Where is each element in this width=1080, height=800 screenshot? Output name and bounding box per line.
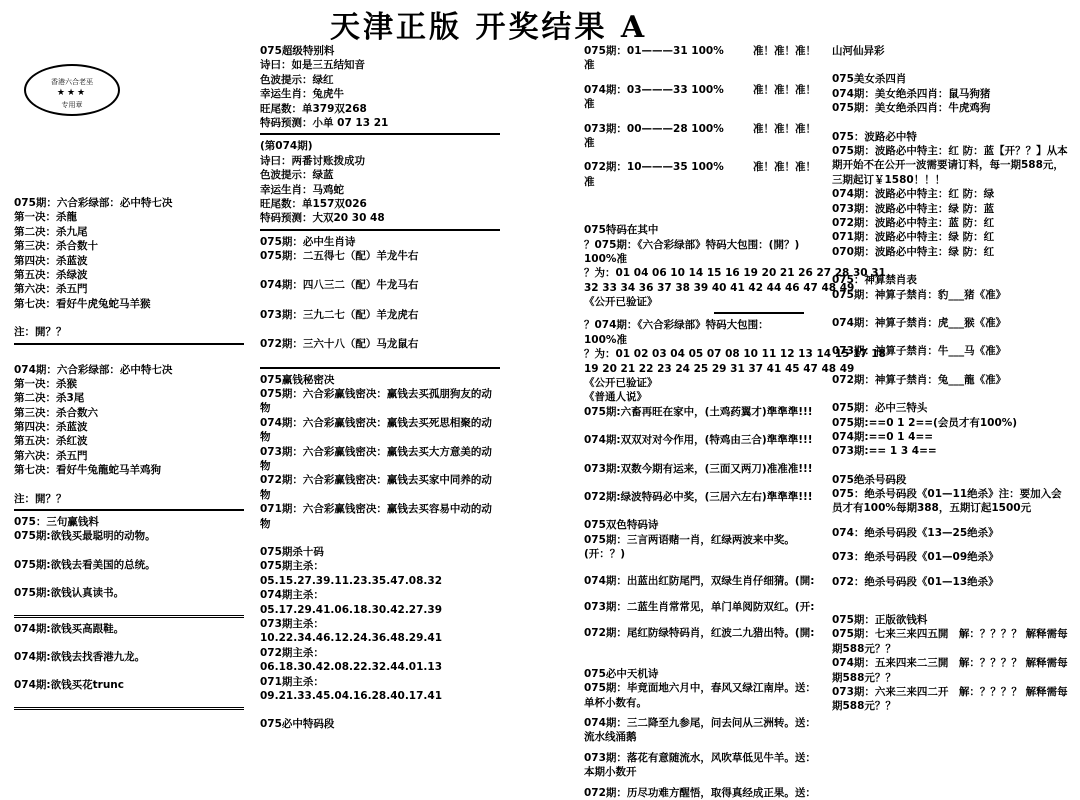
col3-pack-line: 《公开已验证》 xyxy=(584,296,658,309)
col3-color-line: 075期：三言两语赌一肖，红绿两波来中奖。(开：？) xyxy=(584,533,795,561)
col3-pack-line: 32 33 34 36 37 38 39 40 41 42 44 46 47 48 49 xyxy=(584,281,855,294)
range-tail: 准 xyxy=(584,59,595,72)
col1-rule-line: 第六决：杀五門 xyxy=(14,283,88,296)
col4-beauty-line: 074期：美女绝杀四肖：鼠马狗猪 xyxy=(832,87,991,100)
col3-pack-line: ？为：01 04 06 10 14 15 16 19 20 21 26 27 28 30 31 xyxy=(584,267,886,280)
range-tail: 准 xyxy=(584,98,595,111)
col1-rule-line: 第三决：杀合数六 xyxy=(14,406,98,419)
note-line: 注：開？？ xyxy=(14,326,67,339)
accuracy-marker: 准！准！准！ xyxy=(753,161,816,174)
col2-zodiac-line: 073期：三九二七（配）羊龙虎右 xyxy=(260,308,419,321)
col4-wave-line: 075期：波路必中特主：红 防：蓝【开？？】从本期开始不在公开一波需要请订料，每一期588元，三期起订￥1580！！！ xyxy=(832,144,1068,186)
col2-info-line: 幸运生肖：马鸡蛇 xyxy=(260,183,344,196)
col3-saying-line: 074期:双双对对今作用，(特鸡由三合)準準準!!! xyxy=(584,434,813,447)
seal-bottom-text: 专用章 xyxy=(61,101,83,109)
range-text: 072期：10———35 100% xyxy=(584,161,724,174)
col1-money-line: 075期:欲钱买最聪明的动物。 xyxy=(14,530,156,543)
col4-head-line: 073期:== 1 3 4== xyxy=(832,445,937,458)
col3-range-row xyxy=(584,160,816,174)
range-text: 075期：01———31 100% xyxy=(584,45,724,57)
col3-poem-line: 072期：历尽功难方醒悟，取得真经成正果。送： xyxy=(584,786,816,799)
col4-head-line: 074期:==0 1 4== xyxy=(832,430,934,443)
section-heading: 075必中特码段 xyxy=(260,718,335,731)
col1-rule-line: 第四决：杀蓝波 xyxy=(14,421,88,434)
section-heading: 075期：必中三特头 xyxy=(832,402,928,415)
col3-color-line: 074期：出蓝出红防尾門，双绿生肖仔细猜。(開: xyxy=(584,574,815,587)
col3-pack-line: ？074期：《六合彩绿部》特码大包围： xyxy=(584,319,769,332)
col2-zodiac-line: 075期：二五得七（配）羊龙牛右 xyxy=(260,250,419,263)
section-heading: 075赢钱秘密决 xyxy=(260,373,335,386)
section-heading: 075绝杀号码段 xyxy=(832,473,907,486)
col4-wave-line: 074期：波路必中特主：红 防：绿 xyxy=(832,188,995,201)
col2-info-line: 幸运生肖：兔虎牛 xyxy=(260,88,344,101)
col1-rule-line: 第五决：杀红波 xyxy=(14,435,88,448)
range-text: 074期：03———33 100% xyxy=(584,83,724,96)
col2-kill-line: 074期主杀：05.17.29.41.06.18.30.42.27.39 xyxy=(260,589,443,616)
col4-kill-range-line: 075：绝杀号码段《01—11绝杀》注：要加入会员才有100%每期388，五期订起1500元 xyxy=(832,488,1062,515)
col3-pack-line: 《公开已验证》 xyxy=(584,377,658,390)
col1-money-line: 074期:欲钱买高跟鞋。 xyxy=(14,622,125,635)
col3-pack-line: ？为：01 02 03 04 05 07 08 10 11 12 13 14 15 17 18 xyxy=(584,348,886,361)
col2-secret-line: 075期：六合彩赢钱密决：赢钱去买孤朋狗友的动物 xyxy=(260,388,492,415)
seal-stars: ★★★ xyxy=(56,88,88,98)
col2-info-line: 旺尾数：单157双026 xyxy=(260,197,367,210)
col2-kill-line: 073期主杀：10.22.34.46.12.24.36.48.29.41 xyxy=(260,618,443,645)
col1-rule-line: 第六决：杀五門 xyxy=(14,449,88,462)
col2-zodiac-line: 074期：四八三二（配）牛龙马右 xyxy=(260,279,419,292)
col3-saying-line: 073期:双数今期有运来，(三面又两刀)准准准!!! xyxy=(584,462,813,475)
col4-ban-line: 072期：神算子禁肖：兔___龍《准》 xyxy=(832,373,1007,386)
col4-money-line: 075期：七来三来四五開 解：？？？？ 解释需每期588元？？ xyxy=(832,628,1068,655)
section-heading: 075美女杀四肖 xyxy=(832,73,907,86)
col3-poem-line: 075期：毕竟面地六月中，春风又绿江南岸。送：单杯小数有。 xyxy=(584,682,816,709)
col4-ban-line: 075期：神算子禁肖：豹___猪《准》 xyxy=(832,288,1007,301)
note-line: 注：開？？ xyxy=(14,492,67,505)
col3-range-row xyxy=(584,122,816,136)
col1-rule-line: 075期：六合彩绿部：必中特七决 xyxy=(14,197,173,209)
col2-info-line: 旺尾数：单379双268 xyxy=(260,102,367,115)
col1-rule-line: 第三决：杀合数十 xyxy=(14,240,98,253)
col2-secret-line: 072期：六合彩赢钱密决：赢钱去买家中同养的动物 xyxy=(260,474,492,501)
col3-pack-line: ？075期：《六合彩绿部》特码大包围：(開？) xyxy=(584,238,800,251)
col1-money-line: 075期:欲钱认真读书。 xyxy=(14,587,125,600)
column-1 xyxy=(14,44,244,756)
col1-money-line: 075期:欲钱去看美国的总统。 xyxy=(14,558,156,571)
col3-range-row xyxy=(584,44,816,58)
col3-saying-line: 075期:六畜再旺在家中，(土鸡药翼才)準準準!!! xyxy=(584,405,813,418)
col4-money-line: 074期：五来四来二三開 解：？？？？ 解释需每期588元？？ xyxy=(832,657,1068,684)
col4-head-line: 075期:==0 1 2==(会员才有100%) xyxy=(832,416,1018,429)
col3-pack-line: 100%准 xyxy=(584,252,627,265)
col2-info-line: 诗曰：如是三五结知音 xyxy=(260,59,365,72)
col2-info-line: 075超级特别料 xyxy=(260,45,335,57)
col2-kill-line: 075期主杀：05.15.27.39.11.23.35.47.08.32 xyxy=(260,560,443,587)
section-heading: 075：神算禁肖表 xyxy=(832,274,917,287)
col1-rule-line: 第七决：看好牛虎兔蛇马羊猴 xyxy=(14,297,151,310)
col3-color-line: 072期：尾红防绿特码肖，红波二九猎出特。(開: xyxy=(584,627,815,640)
column-4 xyxy=(832,44,1072,756)
col4-kill-range-line: 074：绝杀号码段《13—25绝杀》 xyxy=(832,526,999,539)
range-text: 073期：00———28 100% xyxy=(584,122,724,135)
col4-beauty-line: 075期：美女绝杀四肖：牛虎鸡狗 xyxy=(832,102,991,115)
col4-ban-line: 074期：神算子禁肖：虎___猴《准》 xyxy=(832,316,1007,329)
seal-ring-text: 香港六合老巫 xyxy=(51,78,93,86)
section-heading: 山河仙异彩 xyxy=(832,45,885,57)
section-heading: 075期杀十码 xyxy=(260,546,324,559)
col2-secret-line: 071期：六合彩赢钱密决：赢钱去买容易中动的动物 xyxy=(260,503,492,530)
col3-saying-line: 072期:绿波特码必中奖，(三居六左右)準準準!!! xyxy=(584,490,813,503)
range-tail: 准 xyxy=(584,136,595,149)
section-heading: 075：三句赢钱料 xyxy=(14,516,99,529)
col2-info-line: 色波提示：绿蓝 xyxy=(260,169,334,182)
section-heading: 075必中天机诗 xyxy=(584,667,659,680)
section-heading: 075：波路必中特 xyxy=(832,130,917,143)
col1-rule-line: 第二决：杀3尾 xyxy=(14,392,85,405)
col2-info-line: 特码预测：大双20 30 48 xyxy=(260,212,385,225)
range-tail: 准 xyxy=(584,175,595,188)
column-2 xyxy=(260,44,500,756)
col3-color-line: 073期：二蓝生肖常常见，单门单阅防双红。(开: xyxy=(584,600,815,613)
col3-poem-line: 074期：三二降至九参尾，问去问从三洲转。送：流水线涌鹅 xyxy=(584,716,816,744)
section-heading: 075期：必中生肖诗 xyxy=(260,235,356,248)
col3-poem-line: 073期：落花有意随流水，风吹草低见牛羊。送：本期小数开 xyxy=(584,751,816,779)
col4-wave-line: 072期：波路必中特主：蓝 防：红 xyxy=(832,216,995,229)
col4-money-line: 073期：六来三来四二开 解：？？？？ 解释需每期588元？？ xyxy=(832,686,1068,713)
col2-zodiac-line: 072期：三六十八（配）马龙鼠右 xyxy=(260,338,419,351)
col1-rule-line: 第二决：杀九尾 xyxy=(14,225,88,238)
col2-info-line: (第074期) xyxy=(260,140,313,153)
accuracy-marker: 准！准！准！ xyxy=(753,45,816,57)
col2-info-line: 诗曰：两番讨账拨成功 xyxy=(260,154,365,167)
col1-rule-line: 第七决：看好牛兔龍蛇马羊鸡狗 xyxy=(14,464,161,477)
col2-info-line: 特码预测：小单 07 13 21 xyxy=(260,116,389,129)
col1-rule-line: 第四决：杀蓝波 xyxy=(14,254,88,267)
col4-wave-line: 073期：波路必中特主：绿 防：蓝 xyxy=(832,202,995,215)
accuracy-marker: 准！准！准！ xyxy=(753,83,816,96)
col2-secret-line: 074期：六合彩赢钱密决：赢钱去买死思相聚的动物 xyxy=(260,416,492,444)
col4-kill-range-line: 072：绝杀号码段《01—13绝杀》 xyxy=(832,575,999,588)
col4-kill-range-line: 073：绝杀号码段《01—09绝杀》 xyxy=(832,551,999,564)
page-title: 天津正版 开奖结果 A xyxy=(330,10,648,45)
col1-rule-line: 074期：六合彩绿部：必中特七决 xyxy=(14,363,173,376)
col1-money-line: 074期:欲钱买花trunc xyxy=(14,679,124,692)
col2-kill-line: 072期主杀：06.18.30.42.08.22.32.44.01.13 xyxy=(260,646,443,674)
col2-info-line: 色波提示：绿红 xyxy=(260,73,334,86)
col4-wave-line: 070期：波路必中特主：绿 防：红 xyxy=(832,245,995,258)
accuracy-marker: 准！准！准！ xyxy=(753,122,816,135)
section-heading: 075特码在其中 xyxy=(584,224,659,237)
col3-pack-line: 100%准 xyxy=(584,333,627,346)
col4-ban-line: 073期：神算子禁肖：牛___马《准》 xyxy=(832,345,1007,358)
col1-rule-line: 第五决：杀绿波 xyxy=(14,268,88,281)
seal-stamp xyxy=(24,64,120,116)
section-heading: 075期：正版欲钱料 xyxy=(832,614,928,627)
col2-secret-line: 073期：六合彩赢钱密决：赢钱去买大方意美的动物 xyxy=(260,445,492,473)
col2-kill-line: 071期主杀：09.21.33.45.04.16.28.40.17.41 xyxy=(260,675,443,702)
col3-range-row xyxy=(584,83,816,97)
col1-rule-line: 第一决：杀猴 xyxy=(14,377,77,390)
section-heading: 075双色特码诗 xyxy=(584,519,659,532)
col1-money-line: 074期:欲钱去找香港九龙。 xyxy=(14,650,146,663)
col3-pack-line: 19 20 21 22 23 24 25 29 31 37 41 45 47 48 49 xyxy=(584,362,855,375)
col1-rule-line: 第一决：杀龍 xyxy=(14,211,77,224)
section-heading: 《普通人说》 xyxy=(584,391,647,404)
col4-wave-line: 071期：波路必中特主：绿 防：红 xyxy=(832,231,995,244)
